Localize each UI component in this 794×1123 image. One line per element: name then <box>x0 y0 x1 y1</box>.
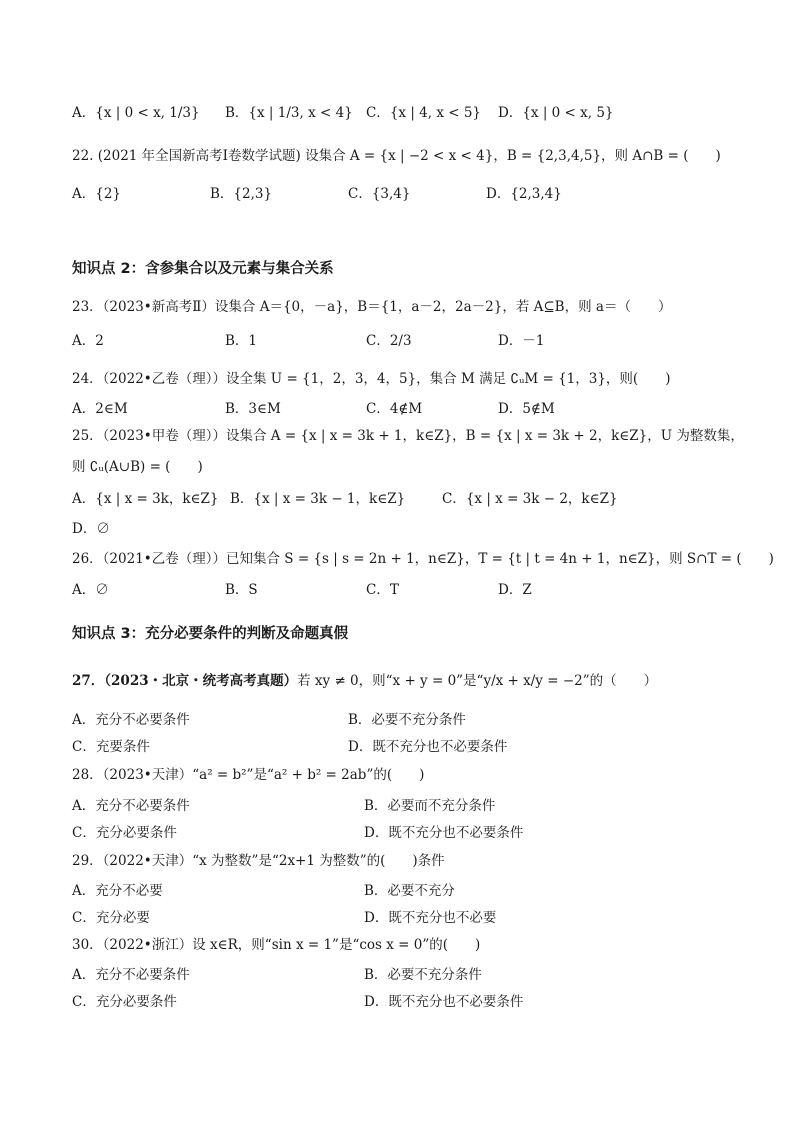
q21-option-d: D．{x | 0 < x, 5} <box>498 105 614 121</box>
q30-option-b: B．必要不充分条件 <box>364 967 482 983</box>
q24-stem: 24．（2022•乙卷（理））设全集 U = {1，2，3，4，5}，集合 M 满足 ∁ᵤM = {1，3}，则( ) <box>72 371 671 387</box>
q27-stem-line <box>72 671 657 691</box>
q25-option-b: B．{x | x = 3k − 1，k∈Z} <box>230 491 406 507</box>
section-heading-2: 知识点 2：含参集合以及元素与集合关系 <box>72 261 334 277</box>
q26-option-a: A．∅ <box>72 582 109 598</box>
q25-option-a: A．{x | x = 3k，k∈Z} <box>72 491 219 507</box>
q28-options-row2 <box>72 822 752 844</box>
q22-option-d: D．{2,3,4} <box>486 186 562 202</box>
q28-options-row1 <box>72 795 752 817</box>
q26-options <box>72 579 752 601</box>
q29-option-a: A．充分不必要 <box>72 883 163 899</box>
q26-option-d: D．Z <box>498 582 532 598</box>
q28-option-a: A．充分不必要条件 <box>72 798 190 814</box>
q27-source: 27．（2023・北京・统考高考真题） <box>72 673 298 689</box>
q30-option-c: C．充分必要条件 <box>72 994 177 1010</box>
q30-stem: 30．（2022•浙江）设 x∈R，则“sin x = 1”是“cos x = 0”的( ) <box>72 937 481 953</box>
q23-option-d: D．－1 <box>498 333 545 349</box>
q27-option-d: D．既不充分也不必要条件 <box>348 739 508 755</box>
q30-option-d: D．既不充分也不必要条件 <box>364 994 524 1010</box>
q26-option-b: B．S <box>225 582 258 598</box>
q22-options <box>72 183 752 205</box>
q24-option-a: A．2∈M <box>72 401 128 417</box>
q27-option-b: B．必要不充分条件 <box>348 712 466 728</box>
q26-stem: 26．（2021•乙卷（理））已知集合 S = {s | s = 2n + 1，n∈Z}，T = {t | t = 4n + 1，n∈Z}，则 S∩T = ( ) <box>72 551 774 567</box>
q23-stem: 23．（2023•新高考Ⅱ）设集合 A＝{0，－a}，B＝{1，a－2，2a－2}，若 A⊆B，则 a＝（ ） <box>72 299 672 315</box>
q22-option-b: B．{2,3} <box>210 186 273 202</box>
q27-options-row2 <box>72 736 752 758</box>
q29-stem: 29．（2022•天津）“x 为整数”是“2x+1 为整数”的( )条件 <box>72 853 445 869</box>
q21-option-a: A．{x | 0 < x, 1/3} <box>72 105 200 121</box>
q24-options <box>72 398 752 420</box>
q28-option-d: D．既不充分也不必要条件 <box>364 825 524 841</box>
q27-stem: 若 xy ≠ 0，则“x + y = 0”是“y/x + x/y = −2”的（ ） <box>297 673 658 689</box>
q29-options-row2 <box>72 907 752 929</box>
q30-options-row1 <box>72 964 752 986</box>
q22-option-c: C．{3,4} <box>348 186 411 202</box>
q25-stem-continued: 则 ∁ᵤ(A∪B) = ( ) <box>72 459 203 475</box>
q23-option-a: A．2 <box>72 333 104 349</box>
q22-stem: 22. (2021 年全国新高考Ⅰ卷数学试题) 设集合 A = {x | −2 < x < 4}，B = {2,3,4,5}，则 A∩B = ( ) <box>72 148 721 164</box>
q30-option-a: A．充分不必要条件 <box>72 967 190 983</box>
q29-option-c: C．充分必要 <box>72 910 150 926</box>
q21-option-b: B．{x | 1/3, x < 4} <box>225 105 353 121</box>
q23-option-b: B．1 <box>225 333 258 349</box>
q25-option-c: C．{x | x = 3k − 2，k∈Z} <box>442 491 618 507</box>
q23-option-c: C．2/3 <box>366 333 412 349</box>
q29-option-b: B．必要不充分 <box>364 883 455 899</box>
q22-option-a: A．{2} <box>72 186 122 202</box>
q24-option-b: B．3∈M <box>225 401 281 417</box>
q25-options <box>72 488 752 510</box>
q28-option-c: C．充分必要条件 <box>72 825 177 841</box>
q30-options-row2 <box>72 991 752 1013</box>
q25-option-d: D．∅ <box>72 521 110 537</box>
q21-option-c: C．{x | 4, x < 5} <box>366 105 482 121</box>
q21-options <box>72 102 752 124</box>
q25-stem: 25．（2023•甲卷（理））设集合 A = {x | x = 3k + 1，k∈Z}，B = {x | x = 3k + 2，k∈Z}，U 为整数集， <box>72 428 744 444</box>
q27-option-c: C．充要条件 <box>72 739 150 755</box>
q24-option-d: D．5∉M <box>498 401 555 417</box>
q26-option-c: C．T <box>366 582 399 598</box>
q29-options-row1 <box>72 880 752 902</box>
q28-option-b: B．必要而不充分条件 <box>364 798 496 814</box>
q28-stem: 28．（2023•天津）“a² = b²”是“a² + b² = 2ab”的( ) <box>72 767 425 783</box>
q29-option-d: D．既不充分也不必要 <box>364 910 497 926</box>
q23-options <box>72 330 752 352</box>
q27-option-a: A．充分不必要条件 <box>72 712 190 728</box>
section-heading-3: 知识点 3：充分必要条件的判断及命题真假 <box>72 626 349 642</box>
q24-option-c: C．4∉M <box>366 401 423 417</box>
q27-options-row1 <box>72 709 752 731</box>
